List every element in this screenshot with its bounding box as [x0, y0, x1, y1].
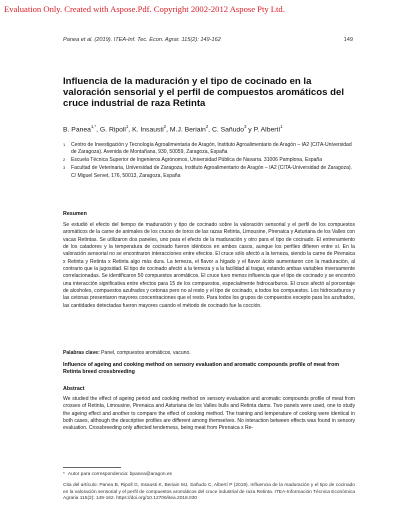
abstract-text: We studied the effect of ageing period and cooking method on sensory evaluation and aromatic compounds profile of meat from crosses of Retinta, Limousine, Pirenaica and Asturiana de los Valles bulls and Retinta dams. Two panels were used, one to study the ageing effect and another to compare the effect of cooking method. The training and temperature of cooking were identical in both cases, although the descriptive profiles are different among themselves. No interaction between effects was found in sensory evaluation. Crossbreeding only affected tenderness, being meat from Pirenaica x Re-: [63, 396, 355, 432]
affiliation-number: 3: [63, 165, 66, 171]
affiliation-number: 2: [63, 157, 66, 163]
author-affiliation-marker: 1: [280, 124, 283, 129]
keywords-text: Panel, compuestos aromáticos, vacuno.: [101, 350, 191, 356]
author-affiliation-marker: 3: [244, 124, 247, 129]
affiliation-item: [63, 157, 355, 164]
author-name: B. Panea: [63, 126, 91, 134]
journal-citation: Panea et al. (2019). ITEA-Inf. Tec. Econ. Agrar. 115(2): 149-162: [63, 37, 221, 43]
keywords-label: Palabras clave:: [63, 350, 100, 356]
author-affiliation-marker: 1: [125, 124, 129, 129]
affiliation-text: Escuela Técnica Superior de Ingenieros Agrónomos, Universidad Pública de Navarra. 31006 Pamplona, España: [71, 157, 322, 164]
author-note-text: Autor para correspondencia: bpanea@aragon.es: [67, 472, 172, 477]
keywords: [63, 350, 355, 356]
abstract-heading: Abstract: [63, 386, 85, 392]
affiliation-text: Facultad de Veterinaria, Universidad de Zaragoza, Instituto Agroalimentario de Aragón – IA2 (CITA-Universidad de Zaragoza). C/ Miguel Servet, 176, 50013, Zaragoza, España: [71, 165, 352, 179]
author-affiliation-marker: 2: [163, 124, 167, 129]
author-affiliation-marker: 2: [205, 124, 209, 129]
citation-label: Cita del artículo:: [63, 483, 98, 488]
citation-text: Panea B, Ripoll G, Insausti K, Beriain MJ, Sañudo C, Albertí P (2019). Influencia de la maduración y el tipo de cocinado en la valoración sensorial y el perfil de compuestos aromáticos del cruce industrial de raza Retinta. ITEA-Información Técnica Económica Agraria 115(2): 149-162. https://doi.org/10.12706/itea.2018.030: [63, 483, 355, 502]
author-affiliation-marker: 1,*: [90, 124, 97, 129]
corresponding-author-note: * Autor para correspondencia: bpanea@aragon.es: [63, 472, 172, 477]
running-head: [63, 37, 353, 43]
affiliation-text: Centro de Investigación y Tecnología Agroalimentaria de Aragón, Instituto Agroalimentario de Aragón – IA2 (CITA-Universidad de Zaragoza). Avenida de Montañana, 930, 50059, Zaragoza, España: [71, 142, 352, 156]
evaluation-watermark: Evaluation Only. Created with Aspose.Pdf. Copyright 2002-2012 Aspose Pty Ltd.: [4, 4, 285, 14]
english-title: Influence of ageing and cooking method on sensory evaluation and aromatic compounds profile of meat from Retinta breed crossbreeding: [63, 362, 340, 376]
author-name: M.J. Beriain: [169, 126, 206, 134]
author-list: B. Panea$^{1,*}$, G. Ripoll$^1$, K. Insausti$^2$, M.J. Beriain$^2$, C. Sañudo$^3$ y P. Albertí$^1$: [63, 124, 283, 134]
page-number: 149: [343, 37, 353, 43]
affiliation-number: 1: [63, 142, 66, 147]
article-title: Influencia de la maduración y el tipo de cocinado en la valoración sensorial y el perfil de compuestos aromáticos del cruce industrial de raza Retinta: [63, 76, 344, 110]
author-name: G. Ripoll: [99, 126, 126, 134]
resumen-heading: Resumen: [63, 211, 87, 217]
affiliation-item: [63, 165, 355, 180]
author-name: C. Sañudo: [211, 126, 245, 134]
article-citation: [63, 483, 355, 503]
affiliation-list: [63, 142, 355, 181]
resumen-text: Se estudió el efecto del tiempo de maduración y tipo de cocinado sobre la valoración sensorial y el perfil de los compuestos aromáticos de la carne de animales de los cruces de toros de las razas Retinta, Limousine, Pirenaica y Asturiana de los Valles con vacas Retintas. Se utilizaron dos paneles, uno para el efecto de la maduración y otro para el tipo de cocinado. El entrenamiento de los catadores y la temperatura de cocinado fueron idénticos en ambos casos, aunque los perfiles difieren entre sí. En la valoración sensorial no se encontraron interacciones entre efectos. El cruce sólo afectó a la terneza, siendo la carne de Pirenaica x Retinta y Retinta x Retinta algo más dura. La terneza, el flavor a hígado y el flavor ácido aumentaron con la maduración, al contrario que la jugosidad. El tipo de cocinado afectó a la terneza y a la facilidad al tragar, estando ambas variables inversamente correlacionadas. Se identificaron 50 compuestos aromáticos. El cruce tuvo menos influencia que el tipo de cocinado y se encontró una interacción significativa entre efectos para 15 de los compuestos, especialmente hidrocarburos. El cruce afectó al porcentaje de alcoholes, compuestos azufrados y cetonas pero no al resto y el tipo de cocinado, a todos los compuestos. Los hidrocarburos y las cetonas presentaron mayores concentraciones que el resto. Para todos los grupos de compuestos excepto para los azufrados, las cantidades detectadas fueron mayores cuando el método de cocinado fue la cocción.: [63, 222, 355, 309]
footnote-divider: [63, 467, 121, 468]
author-name: K. Insausti: [132, 126, 164, 134]
affiliation-item: [63, 142, 355, 157]
author-name: P. Albertí: [253, 126, 281, 134]
